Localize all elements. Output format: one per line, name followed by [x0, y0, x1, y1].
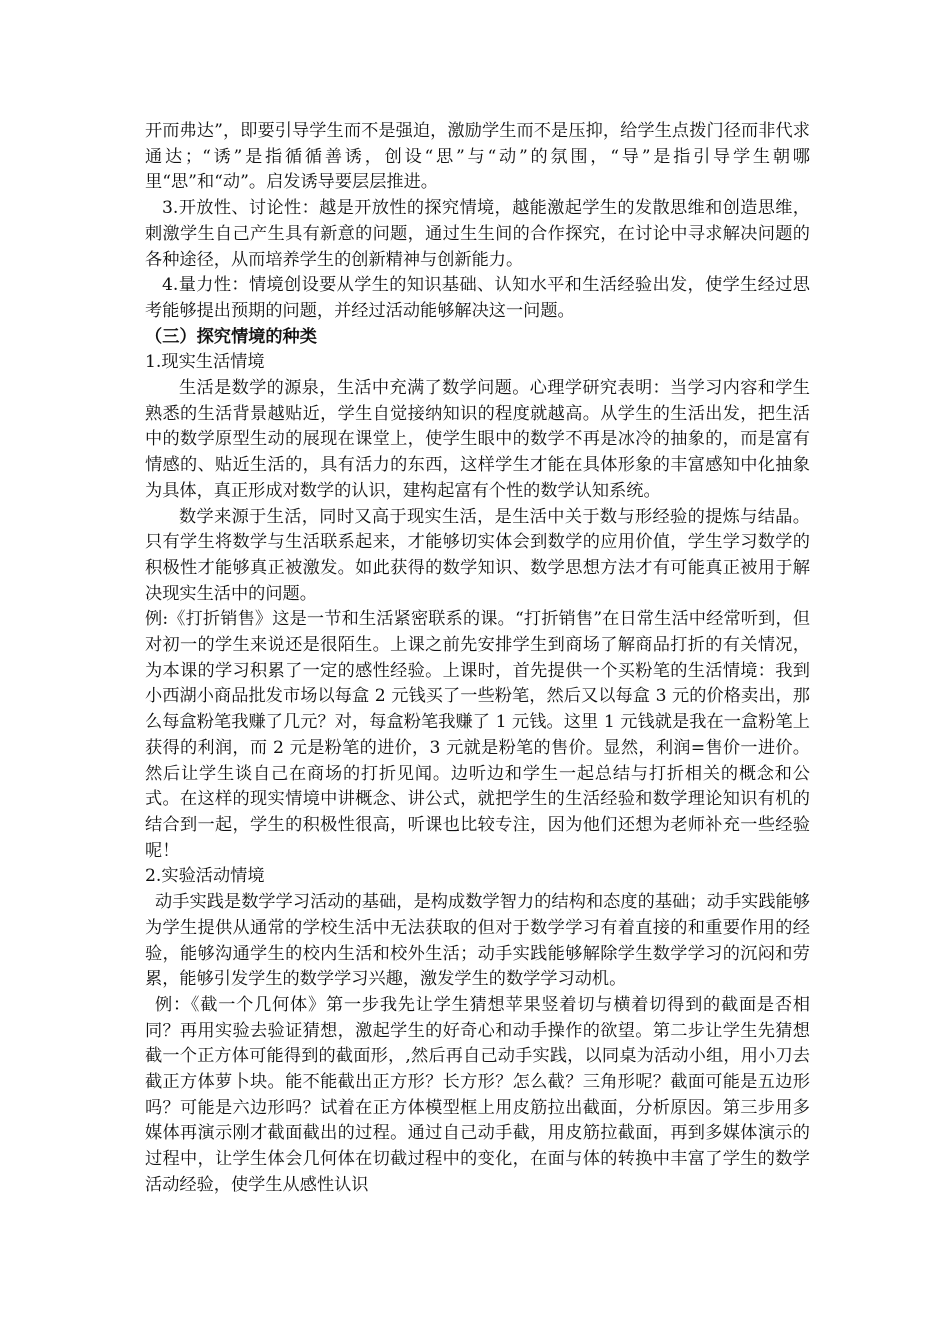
paragraph-openness: 3.开放性、讨论性：越是开放性的探究情境，越能激起学生的发散思维和创造思维，刺激学生自己产生具有新意的问题，通过生生间的合作探究，在讨论中寻求解决问题的各种途径，从而培养学生的创新精神与创新能力。	[145, 198, 810, 270]
paragraph-heuristic-continuation: 开而弗达”，即要引导学生而不是强迫，激励学生而不是压抑，给学生点拨门径而非代求通达；“诱”是指循循善诱，创设“思”与“动”的氛围，“导”是指引导学生朝哪里“思”和“动”。启发诱导要层层推进。	[145, 121, 810, 193]
subheading-experiment: 2.实验活动情境	[145, 866, 265, 887]
paragraph-feasibility: 4.量力性：情境创设要从学生的知识基础、认知水平和生活经验出发，使学生经过思考能够提出预期的问题，并经过活动能够解决这一问题。	[145, 275, 810, 321]
paragraph-hands-on: 动手实践是数学学习活动的基础，是构成数学智力的结构和态度的基础；动手实践能够为学生提供从通常的学校生活中无法获取的但对于数学学习有着直接的和重要作用的经验，能够沟通学生的校内生活和校外生活；动手实践能够解除学生数学学习的沉闷和劳累，能够引发学生的数学学习兴趣，激发学生的数学学习动机。	[145, 892, 810, 990]
subheading-real-life: 1.现实生活情境	[145, 352, 265, 373]
paragraph-discount-example: 例:《打折销售》这是一节和生活紧密联系的课。“打折销售”在日常生活中经常听到，但对初一的学生来说还是很陌生。上课之前先安排学生到商场了解商品打折的有关情况，为本课的学习积累了一定的感性经验。上课时，首先提供一个买粉笔的生活情境：我到小西湖小商品批发市场以每盒 2 元钱买了一些粉笔，然后又以每盒 3 元的价格卖出，那么每盒粉笔我赚了几元？对，每盒粉笔我赚了 1 元钱。这里 1 元钱就是我在一盒粉笔上获得的利润，而 2 元是粉笔的进价，3 元就是粉笔的售价。显然，利润=售价一进价。然后让学生谈自己在商场的打折见闻。边听边和学生一起总结与打折相关的概念和公式。在这样的现实情境中讲概念、讲公式，就把学生的生活经验和数学理论知识有机的结合到一起，学生的积极性很高，听课也比较专注，因为他们还想为老师补充一些经验呢！	[145, 609, 810, 861]
paragraph-life-source: 生活是数学的源泉，生活中充满了数学问题。心理学研究表明：当学习内容和学生熟悉的生活背景越贴近，学生自觉接纳知识的程度就越高。从学生的生活出发，把生活中的数学原型生动的展现在课堂上，使学生眼中的数学不再是冰冷的抽象的，而是富有情感的、贴近生活的，具有活力的东西，这样学生才能在具体形象的丰富感知中化抽象为具体，真正形成对数学的认识，建构起富有个性的数学认知系统。	[145, 378, 810, 501]
document-body	[145, 119, 810, 1199]
paragraph-math-from-life: 数学来源于生活，同时又高于现实生活，是生活中关于数与形经验的提炼与结晶。只有学生将数学与生活联系起来，才能够切实体会到数学的应用价值，学生学习数学的积极性才能够真正被激发。如此获得的数学知识、数学思想方法才有可能真正被用于解决现实生活中的问题。	[145, 506, 810, 604]
paragraph-cutting-example: 例：《截一个几何体》第一步我先让学生猜想苹果竖着切与横着切得到的截面是否相同？再用实验去验证猜想，激起学生的好奇心和动手操作的欲望。第二步让学生先猜想截一个正方体可能得到的截面形，,然后再自己动手实践，以同桌为活动小组，用小刀去截正方体萝卜块。能不能截出正方形？长方形？怎么截？三角形呢？截面可能是五边形吗？可能是六边形吗？试着在正方体模型框上用皮筋拉出截面，分析原因。第三步用多媒体再演示刚才截面截出的过程。通过自己动手截，用皮筋拉截面，再到多媒体演示的过程中，让学生体会几何体在切截过程中的变化，在面与体的转换中丰富了学生的数学活动经验，使学生从感性认识	[145, 994, 810, 1195]
section-heading-inquiry-types: （三）探究情境的种类	[145, 326, 317, 347]
